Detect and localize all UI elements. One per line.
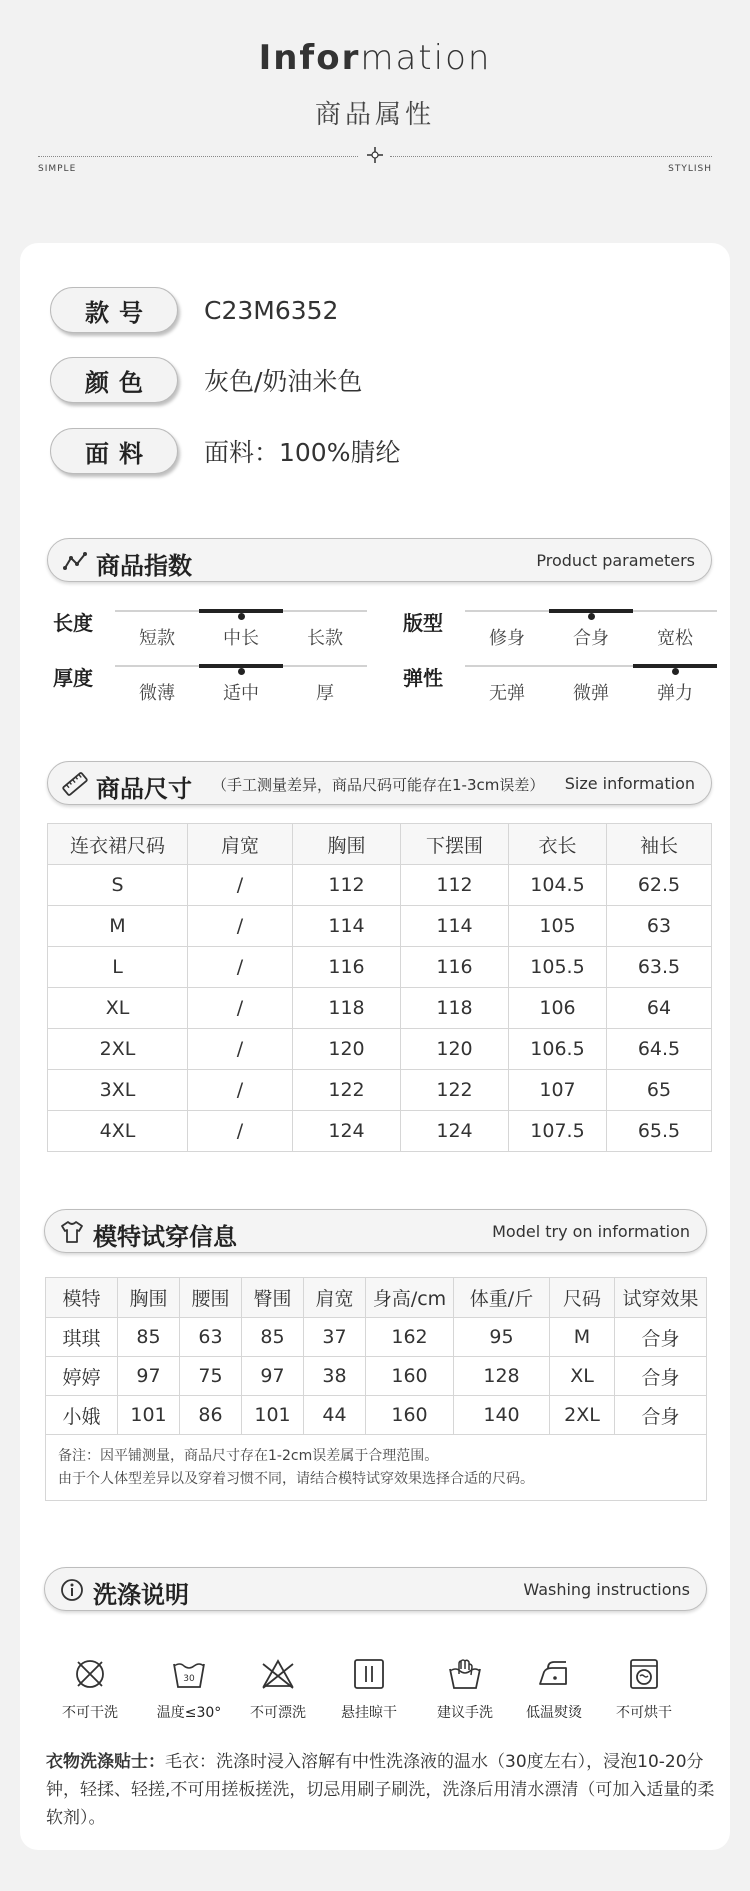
wash-item-no-tumble-dry: [604, 1656, 684, 1722]
scale-option: 中长: [223, 628, 259, 649]
table-header-cell: 试穿效果: [615, 1278, 707, 1318]
table-row: [48, 1111, 712, 1152]
table-cell: /: [188, 947, 293, 988]
table-row: [46, 1357, 707, 1396]
title-light: mation: [360, 38, 492, 78]
table-cell: 112: [293, 865, 401, 906]
banner-title: 商品指数: [96, 552, 192, 580]
table-header-cell: 胸围: [293, 824, 401, 865]
table-cell: 63: [180, 1318, 242, 1357]
table-cell: 124: [293, 1111, 401, 1152]
table-cell: 101: [242, 1396, 304, 1435]
table-cell: 85: [118, 1318, 180, 1357]
table-header-cell: 衣长: [509, 824, 607, 865]
scale-option: 适中: [223, 683, 259, 704]
scale-label-thickness: 厚度: [53, 666, 93, 690]
cross-ornament-icon: [366, 146, 384, 164]
table-cell: XL: [550, 1357, 615, 1396]
table-cell: 85: [242, 1318, 304, 1357]
table-header-row: [48, 824, 712, 865]
tag-stylish: STYLISH: [668, 164, 712, 174]
banner-en: Product parameters: [536, 551, 695, 570]
hang-dry-icon: [351, 1656, 387, 1692]
scale-marker-dot: [238, 613, 245, 620]
table-cell: 105.5: [509, 947, 607, 988]
table-cell: 105: [509, 906, 607, 947]
table-header-cell: 肩宽: [304, 1278, 366, 1318]
table-header-cell: 肩宽: [188, 824, 293, 865]
note-line: 备注：因平铺测量，商品尺寸存在1-2cm误差属于合理范围。: [58, 1447, 439, 1464]
table-cell: /: [188, 988, 293, 1029]
table-cell: 婷婷: [46, 1357, 118, 1396]
table-cell: M: [550, 1318, 615, 1357]
ruler-icon: [62, 771, 88, 797]
divider-left: [38, 156, 358, 157]
table-cell: /: [188, 1111, 293, 1152]
table-cell: 107: [509, 1070, 607, 1111]
label-pill: 款号: [50, 287, 178, 333]
table-cell: /: [188, 1070, 293, 1111]
banner-product-index: [47, 538, 712, 582]
table-cell: 65.5: [607, 1111, 712, 1152]
wash-label: 温度≤30°: [156, 1705, 222, 1721]
table-cell: 64.5: [607, 1029, 712, 1070]
table-header-cell: 连衣裙尺码: [48, 824, 188, 865]
scale-marker-dot: [672, 668, 679, 675]
table-row: [48, 906, 712, 947]
table-cell: 122: [401, 1070, 509, 1111]
table-note-row: [46, 1435, 707, 1501]
table-cell: 122: [293, 1070, 401, 1111]
scale-label-elasticity: 弹性: [403, 666, 443, 690]
size-table: [47, 823, 712, 1152]
wash-item-no-bleach: [238, 1656, 318, 1722]
scale-marker-dot: [238, 668, 245, 675]
wash-item-hand-wash: [425, 1656, 505, 1722]
table-cell: 2XL: [48, 1029, 188, 1070]
table-cell: 小娥: [46, 1396, 118, 1435]
banner-en: Size information: [564, 774, 695, 793]
banner-en: Washing instructions: [523, 1580, 690, 1599]
wash-item-no-dry-clean: [50, 1656, 130, 1722]
scale-option: 无弹: [489, 683, 525, 704]
wash-temp-badge: 30: [183, 1674, 195, 1684]
table-row: [48, 865, 712, 906]
table-cell: L: [48, 947, 188, 988]
scale-label-length: 长度: [53, 611, 93, 635]
wash-tip-head: 衣物洗涤贴士：: [46, 1752, 165, 1772]
wash-30-icon: [171, 1656, 207, 1692]
table-note: [46, 1435, 707, 1501]
info-value: 灰色/奶油米色: [204, 367, 363, 396]
table-cell: 140: [454, 1396, 550, 1435]
scale-fit: [465, 610, 717, 650]
table-cell: 106.5: [509, 1029, 607, 1070]
table-cell: 64: [607, 988, 712, 1029]
table-header-cell: 体重/斤: [454, 1278, 550, 1318]
banner-size-info: [47, 761, 712, 805]
table-cell: 3XL: [48, 1070, 188, 1111]
wash-label: 不可烘干: [616, 1705, 672, 1721]
table-cell: 116: [293, 947, 401, 988]
wash-label: 不可漂洗: [250, 1705, 306, 1721]
info-value: C23M6352: [204, 295, 339, 325]
table-cell: 162: [366, 1318, 454, 1357]
scale-thickness: [115, 665, 367, 705]
table-header-cell: 臀围: [242, 1278, 304, 1318]
table-cell: 63: [607, 906, 712, 947]
note-line: 由于个人体型差异以及穿着习惯不同，请结合模特试穿效果选择合适的尺码。: [58, 1470, 534, 1487]
hand-wash-icon: [447, 1656, 483, 1692]
table-cell: /: [188, 906, 293, 947]
table-cell: 107.5: [509, 1111, 607, 1152]
info-row-color: [50, 357, 362, 403]
table-cell: /: [188, 1029, 293, 1070]
table-cell: 112: [401, 865, 509, 906]
scale-option: 合身: [573, 628, 609, 649]
wash-label: 不可干洗: [62, 1705, 118, 1721]
no-tumble-dry-icon: [626, 1656, 662, 1692]
table-row: [48, 1070, 712, 1111]
table-header-cell: 模特: [46, 1278, 118, 1318]
scale-marker-dot: [588, 613, 595, 620]
scale-option: 修身: [489, 628, 525, 649]
wash-label: 建议手洗: [437, 1705, 493, 1721]
table-cell: 118: [401, 988, 509, 1029]
table-row: [48, 947, 712, 988]
table-cell: /: [188, 865, 293, 906]
table-row: [46, 1318, 707, 1357]
table-cell: 75: [180, 1357, 242, 1396]
wash-item-low-iron: [514, 1656, 594, 1722]
table-header-cell: 身高/cm: [366, 1278, 454, 1318]
page-subtitle: 商品属性: [314, 100, 435, 130]
table-cell: 116: [401, 947, 509, 988]
table-cell: 合身: [615, 1318, 707, 1357]
scale-elasticity: [465, 665, 717, 705]
scale-option: 厚: [316, 683, 334, 704]
table-cell: 合身: [615, 1357, 707, 1396]
banner-title: 商品尺寸: [96, 775, 192, 803]
banner-title: 洗涤说明: [93, 1581, 189, 1609]
table-cell: 124: [401, 1111, 509, 1152]
table-row: [48, 1029, 712, 1070]
wash-tip: [46, 1748, 726, 1832]
no-bleach-icon: [260, 1656, 296, 1692]
info-row-style-no: [50, 287, 338, 333]
page-title: [0, 38, 750, 78]
scale-length: [115, 610, 367, 650]
table-header-cell: 尺码: [550, 1278, 615, 1318]
table-cell: 160: [366, 1396, 454, 1435]
banner-note: （手工测量差异，商品尺码可能存在1-3cm误差）: [212, 776, 545, 794]
table-cell: XL: [48, 988, 188, 1029]
table-cell: M: [48, 906, 188, 947]
table-cell: 62.5: [607, 865, 712, 906]
divider-right: [390, 156, 712, 157]
table-cell: S: [48, 865, 188, 906]
scale-option: 微薄: [139, 683, 175, 704]
wash-label: 低温熨烫: [526, 1705, 582, 1721]
table-cell: 118: [293, 988, 401, 1029]
table-cell: 104.5: [509, 865, 607, 906]
table-cell: 44: [304, 1396, 366, 1435]
table-cell: 95: [454, 1318, 550, 1357]
tshirt-icon: [59, 1219, 85, 1245]
table-cell: 65: [607, 1070, 712, 1111]
table-row: [48, 988, 712, 1029]
table-cell: 4XL: [48, 1111, 188, 1152]
table-cell: 101: [118, 1396, 180, 1435]
table-cell: 2XL: [550, 1396, 615, 1435]
info-circle-icon: [59, 1577, 85, 1603]
table-cell: 38: [304, 1357, 366, 1396]
no-dry-clean-icon: [72, 1656, 108, 1692]
scale-option: 长款: [307, 628, 343, 649]
banner-en: Model try on information: [492, 1222, 690, 1241]
scale-option: 微弹: [573, 683, 609, 704]
table-cell: 合身: [615, 1396, 707, 1435]
wash-item-hang-dry: [329, 1656, 409, 1722]
table-cell: 97: [118, 1357, 180, 1396]
wash-tip-body: 毛衣：洗涤时浸入溶解有中性洗涤液的温水（30度左右），浸泡10-20分钟，轻揉、轻搓,不可用搓板搓洗，切忌用刷子刷洗，洗涤后用清水漂清（可加入适量的柔软剂）。: [46, 1752, 715, 1828]
table-cell: 86: [180, 1396, 242, 1435]
wash-item-wash-30: [149, 1656, 229, 1722]
scale-option: 宽松: [657, 628, 693, 649]
info-value: 面料：100%腈纶: [204, 438, 401, 467]
wash-label: 悬挂晾干: [341, 1705, 397, 1721]
model-table: [45, 1277, 707, 1501]
table-header-cell: 胸围: [118, 1278, 180, 1318]
table-row: [46, 1396, 707, 1435]
table-header-cell: 腰围: [180, 1278, 242, 1318]
banner-model-info: [44, 1209, 707, 1253]
trend-line-icon: [62, 548, 88, 574]
title-bold: Infor: [258, 38, 361, 78]
table-cell: 97: [242, 1357, 304, 1396]
banner-wash-info: [44, 1567, 707, 1611]
table-cell: 琪琪: [46, 1318, 118, 1357]
table-cell: 160: [366, 1357, 454, 1396]
table-header-row: [46, 1278, 707, 1318]
scale-option: 弹力: [657, 683, 693, 704]
table-cell: 114: [293, 906, 401, 947]
table-cell: 120: [401, 1029, 509, 1070]
low-iron-icon: [536, 1656, 572, 1692]
info-row-fabric: [50, 428, 400, 474]
label-pill: 颜色: [50, 357, 178, 403]
tag-simple: SIMPLE: [38, 164, 77, 174]
table-cell: 37: [304, 1318, 366, 1357]
table-cell: 114: [401, 906, 509, 947]
table-cell: 63.5: [607, 947, 712, 988]
scale-option: 短款: [139, 628, 175, 649]
table-cell: 120: [293, 1029, 401, 1070]
label-pill: 面料: [50, 428, 178, 474]
table-cell: 128: [454, 1357, 550, 1396]
banner-title: 模特试穿信息: [93, 1223, 237, 1251]
scale-label-fit: 版型: [403, 611, 443, 635]
table-header-cell: 下摆围: [401, 824, 509, 865]
table-cell: 106: [509, 988, 607, 1029]
table-header-cell: 袖长: [607, 824, 712, 865]
